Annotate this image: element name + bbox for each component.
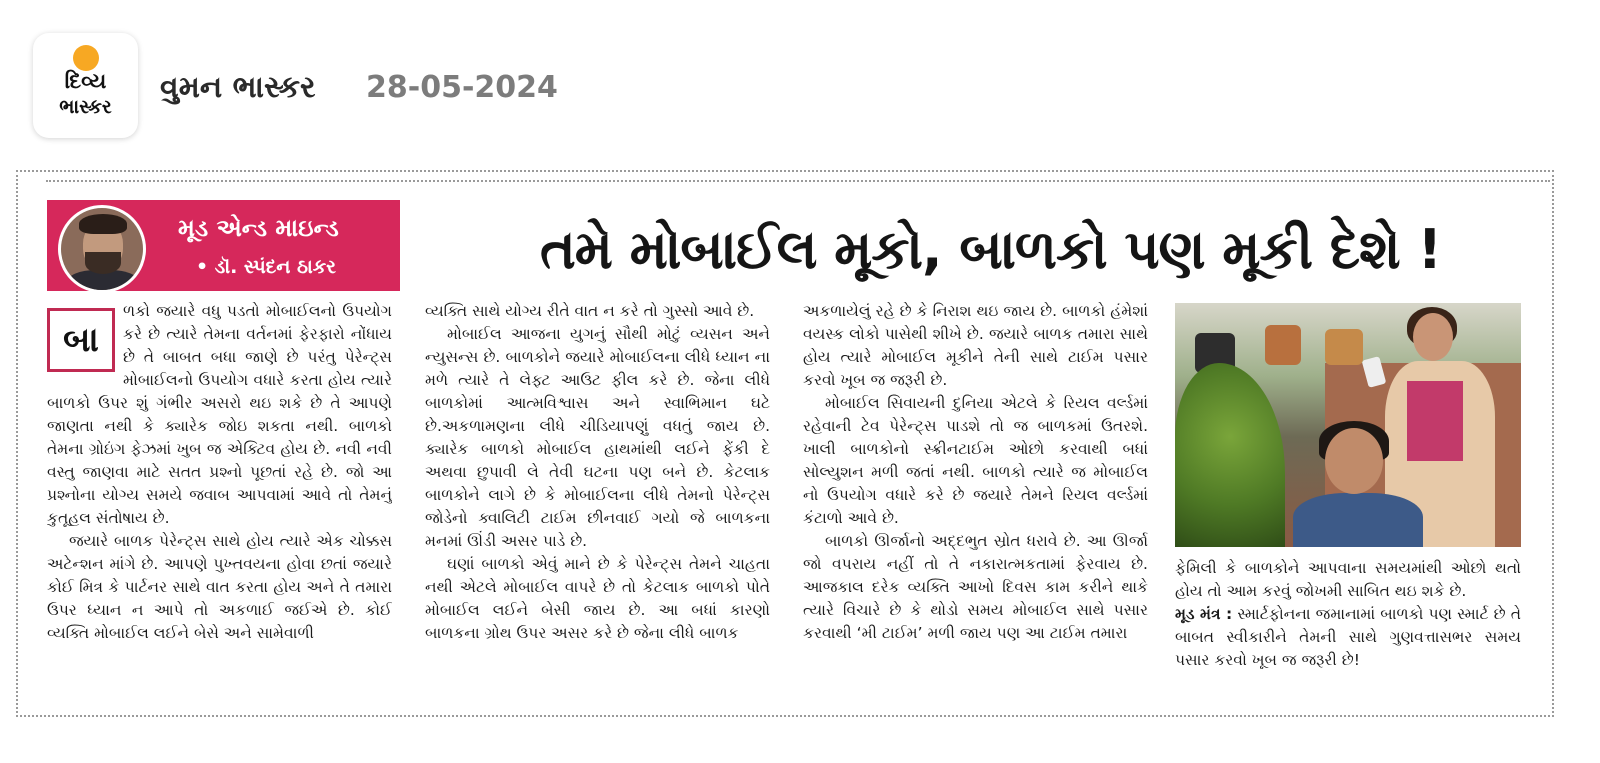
publication-name: વુમન ભાસ્કર [160,70,316,105]
paragraph: ફેમિલી કે બાળકોને આપવાના સમયમાંથી ઓછો થતો હોય તો આમ કરવું જોખમી સાબિત થઇ શકે છે. [1175,559,1521,600]
mood-mantra [1175,603,1521,672]
clipping-top-divider [46,180,1550,182]
paragraph: ળકો જયારે વધુ પડતો મોબાઈલનો ઉપયોગ કરે છે ત્યારે તેમના વર્તનમાં ફેરફારો નોંધાય છે તે બાબત બધા જાણે છે પરંતુ પેરેન્ટ્સ મોબાઈલનો ઉપયોગ વધારે કરતા હોય ત્યારે બાળકો ઉપર શું ગંભીર અસરો થઇ શકે છે તે આપણે જાણતા નથી કે ક્યારેક જોઇ શકતા નથી. બાળકો તેમના ગ્રોઇંગ ફેઝમાં ખુબ જ એક્ટિવ હોય છે. નવી નવી વસ્તુ જાણવા માટે સતત પ્રશ્નો પૂછતાં રહે છે. જો આ પ્રશ્નોના યોગ્ય સમયે જવાબ આપવામાં આવે તો તેમનું કુતૂહલ સંતોષાય છે. [47,302,392,527]
divya-bhaskar-logo [33,33,138,138]
paragraph: મોબાઈલ સિવાયની દુનિયા એટલે કે રિયલ વર્લ્ડમાં રહેવાની ટેવ પેરેન્ટ્સ પાડશે તો જ બાળકમાં ઉતરશે. ખાલી બાળકોનો સ્ક્રીનટાઈમ ઓછો કરવાથી બધાં સોલ્યુશન મળી જતાં નથી. બાળકો ત્યારે જ મોબાઈલ નો ઉપયોગ વધારે કરે છે જયારે તેમને રિયલ વર્લ્ડમાં કંટાળો આવે છે. [803,394,1148,527]
publication-date: 28-05-2024 [366,70,558,105]
paragraph: ઘણાં બાળકો એવું માને છે કે પેરેન્ટ્સ તેમને ચાહતા નથી એટલે મોબાઈલ વાપરે છે તો કેટલાક બાળકો પોતે મોબાઈલ લઈને બેસી જાય છે. આ બધાં કારણો બાળકના ગ્રોથ ઉપર અસર કરે છે જેના લીધે બાળક [425,555,770,642]
article-column-4 [1175,557,1521,697]
column-title: મૂડ એન્ડ માઇન્ડ [178,214,339,242]
logo-line1: દિવ્ય [64,69,107,93]
article-column-2 [425,300,770,695]
article-column-3 [803,300,1148,695]
paragraph: મોબાઈલ આજના યુગનું સૌથી મોટું વ્યસન અને ન્યુસન્સ છે. બાળકોને જયારે મોબાઈલના લીધે ધ્યાન ના મળે ત્યારે તે લેફ્ટ આઉટ ફીલ કરે છે. જેના લીધે બાળકોમાં આત્મવિશ્વાસ અને સ્વાભિમાન ઘટે છે.અકળામણના લીધે ચીડિયાપણું વધતું જાય છે. ક્યારેક બાળકો મોબાઈલ હાથમાંથી લઈને ફેંકી દે અથવા છુપાવી લે તેવી ઘટના પણ બને છે. કેટલાક બાળકોને લાગે છે કે મોબાઈલના લીધે તેમનો પેરેન્ટ્સ જોડેનો ક્વાલિટી ટાઈમ છીનવાઈ ગયો જે બાળકના મનમાં ઊંડી અસર પાડે છે. [425,325,770,550]
paragraph: જયારે બાળક પેરેન્ટ્સ સાથે હોય ત્યારે એક ચોક્કસ અટેન્શન માંગે છે. આપણે પુખ્તવયના હોવા છતાં જયારે કોઈ મિત્ર કે પાર્ટનર સાથે વાત કરતા હોય અને તે તમારા ઉપર ધ્યાન ન આપે તો અકળાઈ જઈએ છે. કોઈ વ્યક્તિ મોબાઈલ લઈને બેસે અને સામેવાળી [47,532,392,642]
author-avatar [58,205,146,293]
paragraph: અકળાયેલું રહે છે કે નિરાશ થઇ જાય છે. બાળકો હંમેશાં વયસ્ક લોકો પાસેથી શીખે છે. જયારે બાળક તમારા સાથે હોય ત્યારે મોબાઈલ મૂકીને તેની સાથે ટાઈમ પસાર કરવો ખૂબ જ જરૂરી છે. [803,302,1148,389]
mood-mantra-text: સ્માર્ટફોનના જમાનામાં બાળકો પણ સ્માર્ટ છે તે બાબત સ્વીકારીને તેમની સાથે ગુણવત્તાસભર સમય પસાર કરવો ખૂબ જ જરૂરી છે! [1175,605,1521,669]
article-photo-girl-and-mother-with-phone [1175,303,1521,547]
article-headline: તમે મોબાઈલ મૂકો, બાળકો પણ મૂકી દેશે ! [540,218,1442,281]
logo-line2: ભાસ્કર [59,96,112,118]
paragraph: બાળકો ઊર્જાનો અદ્દભુત સ્રોત ધરાવે છે. આ ઊર્જા જો વપરાય નહીં તો તે નકારાત્મકતામાં ફેરવાય છે. આજકાલ દરેક વ્યક્તિ આખો દિવસ કામ કરીને થાકે ત્યારે વિચારે છે કે થોડો સમય મોબાઈલ સાથે પસાર કરવાથી ‘મી ટાઈમ’ મળી જાય પણ આ ટાઈમ તમારા [803,532,1148,642]
drop-cap: બા [47,308,115,372]
mood-mantra-label: મૂડ મંત્ર : [1175,605,1233,623]
column-author: • ડૉ. સ્પંદન ઠાકર [196,256,337,278]
logo-sun-icon [73,45,99,71]
paragraph: વ્યક્તિ સાથે યોગ્ય રીતે વાત ન કરે તો ગુસ્સો આવે છે. [425,302,755,320]
